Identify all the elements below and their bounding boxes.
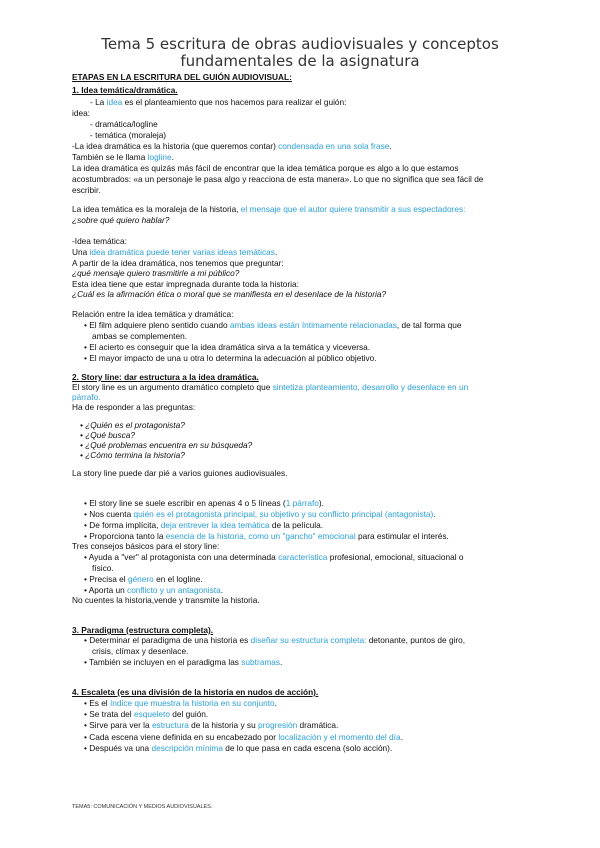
text-span: Esta idea tiene que estar impregnada durante toda la historia:	[72, 279, 299, 289]
text-line	[84, 657, 282, 667]
page-title-line-2: fundamentales de la asignatura	[180, 52, 420, 70]
text-line	[72, 687, 318, 697]
text-line	[72, 141, 392, 151]
text-span: para estimular el interés.	[355, 531, 449, 541]
text-span: • El film adquiere pleno sentido cuando	[84, 320, 230, 330]
text-span: -La idea dramática es la historia (que queremos contar)	[72, 141, 279, 151]
highlighted-text: el mensaje que el autor quiere transmitir a sus espectadores:	[240, 204, 466, 214]
text-span: Relación entre la idea temática y dramática:	[72, 309, 234, 319]
text-line	[72, 268, 239, 278]
text-line	[84, 743, 392, 753]
text-span: • Sirve para ver la	[84, 720, 152, 730]
text-span: , de tal forma que	[396, 320, 462, 330]
text-line	[84, 531, 449, 541]
text-span: 1. Idea temática/dramática.	[72, 85, 178, 95]
text-span: 4. Escaleta (es una división de la historia en nudos de acción).	[72, 687, 319, 697]
text-line	[84, 720, 338, 730]
text-span: No cuentes la historia,vende y transmite la historia.	[72, 595, 260, 605]
text-line	[84, 353, 377, 363]
text-line	[80, 450, 185, 460]
text-line	[84, 520, 323, 530]
text-span: • De forma implícita,	[84, 520, 161, 530]
text-span: ¿Cuál es la afirmación ética o moral que se manifiesta en el desenlace de la historia?	[72, 289, 387, 299]
text-line	[90, 130, 166, 140]
text-span: • También se incluyen en el paradigma las	[84, 657, 242, 667]
text-span: Tres consejos básicos para el story line:	[72, 541, 220, 551]
text-span: .	[389, 141, 392, 151]
highlighted-text: conflicto y un antagonista	[127, 585, 221, 595]
text-span: • Cada escena viene definida en su encabezado por	[84, 732, 279, 742]
text-span: El story line es un argumento dramático completo que	[72, 382, 273, 392]
text-span: ambas se complementen.	[92, 331, 188, 341]
highlighted-text: característica	[278, 552, 328, 562]
text-span: .	[400, 732, 403, 742]
text-span: • Es el	[84, 698, 110, 708]
text-line	[84, 320, 461, 330]
text-line	[72, 382, 468, 392]
text-span: del guión.	[169, 709, 209, 719]
text-span: - dramática/logline	[90, 119, 158, 129]
text-line	[72, 152, 174, 162]
text-span: • ¿Qué problemas encuentra en su búsqueda?	[80, 440, 253, 450]
text-span: ¿qué mensaje quiero trasmitirle a mi público?	[72, 268, 240, 278]
highlighted-text: localización y el momento del día	[278, 732, 401, 742]
text-span: La idea dramática es quizás más fácil de encontrar que la idea temática porque es algo a lo que estamos	[72, 163, 459, 173]
text-line	[72, 258, 284, 268]
text-line	[84, 552, 463, 562]
highlighted-text: logline	[147, 152, 172, 162]
text-line	[72, 247, 277, 257]
highlighted-text: ambas ideas están íntimamente relacionadas	[229, 320, 397, 330]
text-line	[72, 215, 169, 225]
text-line	[72, 236, 127, 246]
text-span: .	[280, 657, 283, 667]
highlighted-text: progresión	[258, 720, 298, 730]
text-line	[72, 279, 299, 289]
text-span: dramática.	[297, 720, 339, 730]
text-span: La story line puede dar pié a varios guiones audiovisuales.	[72, 468, 288, 478]
text-span: • Aporta un	[84, 585, 128, 595]
text-line	[72, 174, 483, 184]
highlighted-text: sintetiza planteamiento, desarrollo y desenlace en un	[272, 382, 469, 392]
text-span: detonante, puntos de giro,	[366, 635, 466, 645]
text-span: párrafo.	[72, 392, 101, 402]
highlighted-text: esqueleto	[133, 709, 170, 719]
text-span: La idea temática es la moraleja de la historia,	[72, 204, 241, 214]
text-span: • Ayuda a "ver" al protagonista con una determinada	[84, 552, 279, 562]
footer-text: TEMA5: COMUNICACIÓN Y MEDIOS AUDIOVISUALES.	[72, 804, 213, 810]
text-span: - temática (moraleja)	[90, 130, 167, 140]
text-span: • ¿Cómo termina la historia?	[80, 450, 185, 460]
highlighted-text: esencia de la historia, como un "gancho" emocional	[165, 531, 356, 541]
text-line	[84, 635, 465, 645]
text-line	[92, 646, 188, 656]
highlighted-text: quién es el protagonista principal, su objetivo y su conflicto principal (antagonista)	[133, 509, 434, 519]
highlighted-text: deja entrever la idea temática	[160, 520, 270, 530]
text-line	[80, 430, 135, 440]
text-span: • El story line se suele escribir en apenas 4 o 5 líneas (	[84, 498, 286, 508]
text-line	[72, 625, 213, 635]
text-span: Una	[72, 247, 90, 257]
text-span: • Proporciona tanto la	[84, 531, 166, 541]
text-line	[84, 585, 223, 595]
text-line	[72, 402, 195, 412]
text-span: • El acierto es conseguir que la idea dramática sirva a la temática y viceversa.	[84, 342, 371, 352]
text-span: Ha de responder a las preguntas:	[72, 402, 196, 412]
highlighted-text: género	[127, 574, 154, 584]
text-span: profesional, emocional, situacional o	[327, 552, 464, 562]
text-span: -Idea temática:	[72, 236, 127, 246]
text-line	[72, 372, 259, 382]
text-line	[84, 732, 403, 742]
text-line	[72, 392, 101, 402]
highlighted-text: diseñar su estructura completa:	[250, 635, 367, 645]
text-line	[72, 595, 260, 605]
text-line	[92, 331, 187, 341]
text-span: crisis, clímax y desenlace.	[92, 646, 189, 656]
text-span: ETAPAS EN LA ESCRITURA DEL GUIÓN AUDIOVISUAL:	[72, 72, 292, 82]
text-span: 3. Paradigma (estructura completa).	[72, 625, 214, 635]
text-span: escribir.	[72, 185, 101, 195]
text-line	[72, 72, 292, 82]
text-span: La	[92, 97, 107, 107]
highlighted-text: índice que muestra la historia en su conjunto	[109, 698, 275, 708]
text-span: .	[433, 509, 436, 519]
text-span: físico.	[92, 563, 114, 573]
highlighted-text: 1 párrafo	[285, 498, 319, 508]
text-span: ).	[318, 498, 324, 508]
text-line	[72, 541, 219, 551]
text-span: de la historia y su	[188, 720, 259, 730]
text-span: .	[274, 698, 277, 708]
text-line	[90, 119, 158, 129]
text-line	[84, 342, 370, 352]
highlighted-text: idea dramática puede tener varias ideas temáticas	[89, 247, 275, 257]
text-span: • Después va una	[84, 743, 152, 753]
text-span: • Nos cuenta	[84, 509, 134, 519]
text-line	[84, 509, 436, 519]
text-line	[84, 498, 324, 508]
highlighted-text: condensada en una sola frase	[278, 141, 390, 151]
text-line	[72, 309, 233, 319]
text-line	[80, 420, 185, 430]
text-span: • ¿Quién es el protagonista?	[80, 420, 185, 430]
text-line	[72, 108, 90, 118]
text-line	[72, 289, 386, 299]
text-line	[72, 468, 287, 478]
text-span: • Precisa el	[84, 574, 128, 584]
text-span: • Determinar el paradigma de una historia es	[84, 635, 251, 645]
text-span: .	[220, 585, 223, 595]
text-span: 2. Story line: dar estructura a la idea dramática.	[72, 372, 259, 382]
text-span: acostumbrados: «a un personaje le pasa algo y reacciona de esta manera». Lo que no significa que sea fácil de	[72, 174, 484, 184]
text-line	[72, 163, 459, 173]
text-span: .	[171, 152, 174, 162]
text-line	[84, 574, 203, 584]
highlighted-text: descripción mínima	[151, 743, 223, 753]
text-line	[84, 709, 208, 719]
text-span: de la película.	[269, 520, 324, 530]
text-span: • Se trata del	[84, 709, 134, 719]
text-line	[72, 185, 101, 195]
text-span: A partir de la idea dramática, nos tenemos que preguntar:	[72, 258, 284, 268]
text-span: • ¿Qué busca?	[80, 430, 136, 440]
text-line	[72, 85, 178, 95]
text-span: es el planteamiento que nos hacemos para realizar el guión:	[122, 97, 347, 107]
text-line	[84, 698, 277, 708]
text-span: en el logline.	[153, 574, 203, 584]
text-line	[72, 204, 465, 214]
text-span: También se le llama	[72, 152, 148, 162]
text-span: idea:	[72, 108, 90, 118]
text-span: -	[90, 97, 93, 107]
text-line	[90, 97, 346, 107]
text-line	[92, 563, 114, 573]
text-line	[80, 440, 252, 450]
highlighted-text: subtramas	[241, 657, 280, 667]
page-title-line-1: Tema 5 escritura de obras audiovisuales y conceptos	[101, 35, 499, 53]
text-span: .	[274, 247, 278, 257]
highlighted-text: estructura	[151, 720, 189, 730]
highlighted-text: idea	[106, 97, 123, 107]
text-span: • El mayor impacto de una u otra lo determina la adecuación al público objetivo.	[84, 353, 377, 363]
text-span: de lo que pasa en cada escena (solo acción).	[222, 743, 393, 753]
text-span: ¿sobre qué quiero hablar?	[72, 215, 170, 225]
